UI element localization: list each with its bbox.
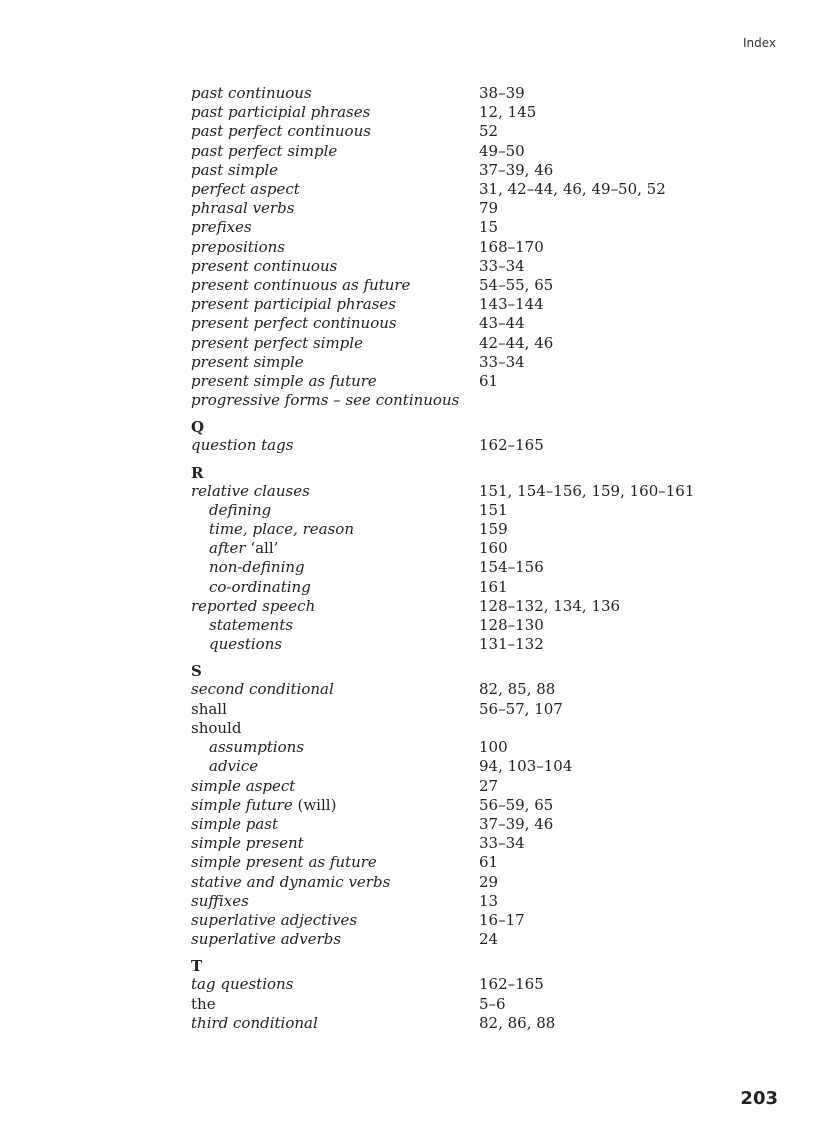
index-entry <box>191 218 711 237</box>
entry-pages: 31, 42–44, 46, 49–50, 52 <box>479 180 666 199</box>
entry-pages: 128–132, 134, 136 <box>479 596 621 615</box>
entry-pages: 82, 85, 88 <box>479 680 556 699</box>
entry-pages: 42–44, 46 <box>479 333 554 352</box>
entry-pages: 24 <box>479 930 499 949</box>
index-subentry <box>191 520 711 539</box>
entry-term: co-ordinating <box>209 577 311 596</box>
entry-term: simple present <box>191 834 304 853</box>
entry-term: relative clauses <box>191 481 310 500</box>
index-entry <box>191 930 711 949</box>
entry-pages: 151, 154–156, 159, 160–161 <box>479 481 695 500</box>
index-entry <box>191 873 711 892</box>
entry-term-plain: ‘all’ <box>245 539 279 558</box>
entry-term: simple aspect <box>191 776 296 795</box>
entry-term: perfect aspect <box>191 180 300 199</box>
index-entry <box>191 103 711 122</box>
index-entry <box>191 680 711 699</box>
entry-term: third conditional <box>191 1013 318 1032</box>
entry-term <box>191 539 479 558</box>
index-entry <box>191 353 711 372</box>
index-subentry <box>191 738 711 757</box>
entry-term: past perfect continuous <box>191 122 371 141</box>
index-subentry <box>191 539 711 558</box>
index-subentry <box>191 578 711 597</box>
index-entry <box>191 892 711 911</box>
entry-pages: 38–39 <box>479 84 525 102</box>
entry-pages: 12, 145 <box>479 103 537 122</box>
entry-term: present perfect simple <box>191 333 363 352</box>
index-entry <box>191 815 711 834</box>
index-subentry <box>191 635 711 654</box>
index-entry <box>191 334 711 353</box>
entry-pages: 94, 103–104 <box>479 757 573 776</box>
entry-term: past participial phrases <box>191 103 371 122</box>
entry-term: time, place, reason <box>209 520 354 539</box>
index-entry <box>191 995 711 1014</box>
entry-term: question tags <box>191 436 294 455</box>
index-entry <box>191 122 711 141</box>
entry-pages: 27 <box>479 776 499 795</box>
entry-term-italic: simple future <box>191 795 293 814</box>
index-entry <box>191 1014 711 1033</box>
entry-term: present continuous as future <box>191 276 411 295</box>
entry-term: reported speech <box>191 596 316 615</box>
entry-term: present perfect continuous <box>191 314 397 333</box>
entry-pages: 13 <box>479 891 499 910</box>
entry-term: present continuous <box>191 256 338 275</box>
index-entry <box>191 314 711 333</box>
entry-term: past perfect simple <box>191 141 338 160</box>
entry-pages: 61 <box>479 853 499 872</box>
entry-term-italic: after <box>209 539 246 558</box>
entry-pages: 33–34 <box>479 834 525 853</box>
entry-term: simple present as future <box>191 853 377 872</box>
entry-pages: 151 <box>479 500 508 519</box>
entry-term <box>191 796 479 815</box>
section-letter-q: Q <box>191 418 205 437</box>
entry-term: past simple <box>191 160 279 179</box>
index-entry <box>191 719 711 738</box>
index-subentry <box>191 616 711 635</box>
index-entry <box>191 597 711 616</box>
entry-term: past continuous <box>191 84 312 102</box>
entry-pages: 52 <box>479 122 499 141</box>
index-subentry <box>191 501 711 520</box>
entry-pages: 56–59, 65 <box>479 795 554 814</box>
index-subentry <box>191 757 711 776</box>
running-head: Index <box>742 36 776 50</box>
index-entry <box>191 975 711 994</box>
entry-term: assumptions <box>209 738 305 757</box>
entry-term: phrasal verbs <box>191 199 295 218</box>
section-letter-t: T <box>191 957 203 976</box>
entry-pages: 15 <box>479 218 499 237</box>
entry-term: non-defining <box>209 558 305 577</box>
index-entry <box>191 276 711 295</box>
entry-pages: 100 <box>479 738 508 757</box>
index-entry <box>191 700 711 719</box>
entry-pages: 128–130 <box>479 616 544 635</box>
entry-pages: 33–34 <box>479 352 525 371</box>
index-entry <box>191 372 711 391</box>
entry-pages: 56–57, 107 <box>479 699 563 718</box>
entry-term: advice <box>209 757 259 776</box>
index-entry <box>191 482 711 501</box>
index-entry <box>191 142 711 161</box>
entry-pages: 5–6 <box>479 994 506 1013</box>
entry-term: prepositions <box>191 237 285 256</box>
index-subentry <box>191 558 711 577</box>
index-entry <box>191 853 711 872</box>
entry-term: second conditional <box>191 680 334 699</box>
entry-pages: 154–156 <box>479 558 544 577</box>
entry-term: superlative adjectives <box>191 910 358 929</box>
entry-pages: 160 <box>479 539 508 558</box>
entry-pages: 37–39, 46 <box>479 814 554 833</box>
entry-pages: 16–17 <box>479 910 525 929</box>
entry-pages: 143–144 <box>479 295 544 314</box>
entry-pages: 33–34 <box>479 256 525 275</box>
entry-term: progressive forms – see continuous <box>191 391 460 410</box>
index-entry <box>191 161 711 180</box>
entry-term: present participial phrases <box>191 295 396 314</box>
entry-pages: 161 <box>479 577 508 596</box>
entry-pages: 29 <box>479 872 499 891</box>
entry-term: superlative adverbs <box>191 930 342 949</box>
entry-term: tag questions <box>191 975 294 994</box>
entry-pages <box>479 719 711 738</box>
entry-term: present simple <box>191 352 304 371</box>
entry-pages: 54–55, 65 <box>479 276 554 295</box>
entry-pages: 61 <box>479 372 499 391</box>
index-body <box>191 84 711 1033</box>
entry-pages: 37–39, 46 <box>479 160 554 179</box>
entry-pages: 168–170 <box>479 237 544 256</box>
entry-pages: 82, 86, 88 <box>479 1013 556 1032</box>
index-entry <box>191 391 711 410</box>
entry-pages: 49–50 <box>479 141 525 160</box>
entry-pages <box>479 391 711 410</box>
index-entry <box>191 84 711 103</box>
entry-term: defining <box>209 500 272 519</box>
entry-term: shall <box>191 699 227 718</box>
index-entry <box>191 295 711 314</box>
entry-term: stative and dynamic verbs <box>191 872 391 891</box>
index-entry <box>191 199 711 218</box>
entry-pages: 159 <box>479 520 508 539</box>
entry-pages: 131–132 <box>479 635 544 654</box>
index-entry <box>191 238 711 257</box>
index-entry <box>191 180 711 199</box>
index-entry <box>191 257 711 276</box>
entry-term: should <box>191 718 242 737</box>
entry-term: present simple as future <box>191 372 377 391</box>
page-number: 203 <box>740 1088 778 1109</box>
entry-term: suffixes <box>191 891 249 910</box>
section-letter-s: S <box>191 662 202 681</box>
index-entry <box>191 436 711 455</box>
entry-pages: 162–165 <box>479 436 544 455</box>
entry-term: prefixes <box>191 218 252 237</box>
entry-pages: 79 <box>479 199 499 218</box>
index-entry <box>191 834 711 853</box>
index-entry <box>191 911 711 930</box>
section-letter-r: R <box>191 463 204 482</box>
entry-term-plain: (will) <box>292 795 337 814</box>
index-entry <box>191 777 711 796</box>
entry-term: questions <box>209 635 283 654</box>
entry-pages: 162–165 <box>479 975 544 994</box>
entry-term: the <box>191 994 216 1013</box>
entry-term: simple past <box>191 814 279 833</box>
entry-term: statements <box>209 616 294 635</box>
index-entry <box>191 796 711 815</box>
entry-pages: 43–44 <box>479 314 525 333</box>
